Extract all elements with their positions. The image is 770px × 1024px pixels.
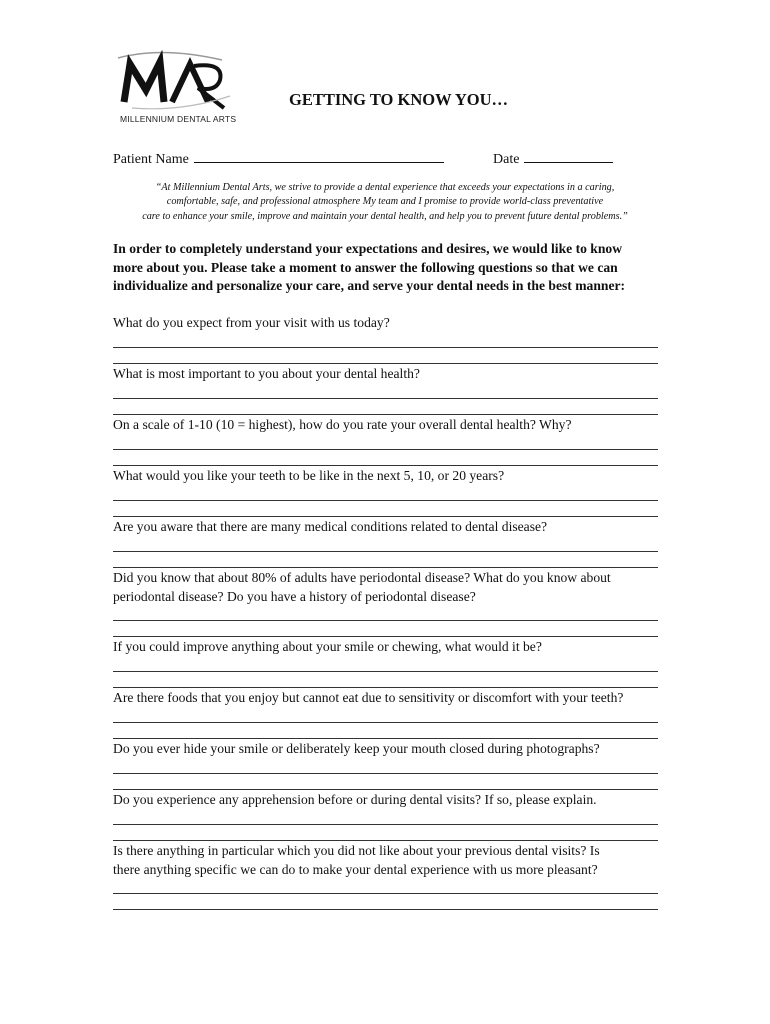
patient-name-label: Patient Name xyxy=(113,152,189,167)
question-10 xyxy=(113,791,658,842)
answer-line[interactable] xyxy=(113,825,658,841)
question-11 xyxy=(113,842,658,911)
intro-paragraph xyxy=(113,240,673,296)
intro-line: more about you. Please take a moment to answer the following questions so that we can xyxy=(113,259,618,275)
question-text: What would you like your teeth to be like in the next 5, 10, or 20 years? xyxy=(113,468,505,483)
answer-line[interactable] xyxy=(113,486,658,501)
question-text: What is most important to you about your dental health? xyxy=(113,366,420,381)
patient-name-field xyxy=(113,148,444,168)
question-text: there anything specific we can do to make your dental experience with us more pleasant? xyxy=(113,861,598,877)
answer-line[interactable] xyxy=(113,723,658,739)
question-9 xyxy=(113,740,658,791)
answer-line[interactable] xyxy=(113,672,658,688)
answer-line[interactable] xyxy=(113,894,658,910)
date-field xyxy=(493,148,613,168)
question-text: On a scale of 1-10 (10 = highest), how do you rate your overall dental health? Why? xyxy=(113,417,572,432)
answer-line[interactable] xyxy=(113,333,658,348)
date-label: Date xyxy=(493,152,520,167)
answer-line[interactable] xyxy=(113,501,658,517)
answer-line[interactable] xyxy=(113,384,658,399)
intro-line: In order to completely understand your expectations and desires, we would like to know xyxy=(113,241,623,256)
answer-line[interactable] xyxy=(113,348,658,364)
question-text: If you could improve anything about your smile or chewing, what would it be? xyxy=(113,639,542,654)
question-text: What do you expect from your visit with us today? xyxy=(113,315,390,330)
answer-line[interactable] xyxy=(113,606,658,621)
question-7 xyxy=(113,638,658,689)
answer-line[interactable] xyxy=(113,435,658,450)
logo-text: MILLENNIUM DENTAL ARTS xyxy=(120,114,237,124)
question-text: Did you know that about 80% of adults have periodontal disease? What do you know about xyxy=(113,570,611,585)
question-list xyxy=(113,314,658,911)
question-text: Is there anything in particular which you did not like about your previous dental visits? Is xyxy=(113,843,600,858)
clinic-logo xyxy=(112,50,236,130)
answer-line[interactable] xyxy=(113,537,658,552)
question-6 xyxy=(113,569,658,638)
intro-line: individualize and personalize your care, and serve your dental needs in the best manner: xyxy=(113,278,626,293)
answer-line[interactable] xyxy=(113,657,658,672)
answer-line[interactable] xyxy=(113,399,658,415)
answer-line[interactable] xyxy=(113,774,658,790)
ma-logo-mark xyxy=(112,50,236,112)
answer-line[interactable] xyxy=(113,552,658,568)
answer-line[interactable] xyxy=(113,621,658,637)
question-text: Do you experience any apprehension before or during dental visits? If so, please explain. xyxy=(113,792,597,807)
mission-line: “At Millennium Dental Arts, we strive to provide a dental experience that exceeds your expectations in a caring, xyxy=(155,182,615,193)
mission-line: comfortable, safe, and professional atmosphere My team and I promise to provide world-class preventative xyxy=(166,196,604,208)
date-line[interactable] xyxy=(524,148,613,163)
answer-line[interactable] xyxy=(113,879,658,894)
answer-line[interactable] xyxy=(113,708,658,723)
mission-line: care to enhance your smile, improve and maintain your dental health, and help you to prevent future dental problems.” xyxy=(142,210,628,222)
page-title: GETTING TO KNOW YOU… xyxy=(289,90,508,109)
answer-line[interactable] xyxy=(113,759,658,774)
question-5 xyxy=(113,518,658,569)
question-3 xyxy=(113,416,658,467)
question-text: Are there foods that you enjoy but cannot eat due to sensitivity or discomfort with your teeth? xyxy=(113,690,624,705)
mission-statement xyxy=(96,181,674,224)
question-1 xyxy=(113,314,658,365)
question-text: Are you aware that there are many medical conditions related to dental disease? xyxy=(113,519,548,534)
answer-line[interactable] xyxy=(113,450,658,466)
question-2 xyxy=(113,365,658,416)
answer-line[interactable] xyxy=(113,810,658,825)
question-8 xyxy=(113,689,658,740)
question-text: Do you ever hide your smile or deliberately keep your mouth closed during photographs? xyxy=(113,741,600,756)
question-text: periodontal disease? Do you have a history of periodontal disease? xyxy=(113,588,476,604)
patient-name-line[interactable] xyxy=(194,148,444,163)
question-4 xyxy=(113,467,658,518)
